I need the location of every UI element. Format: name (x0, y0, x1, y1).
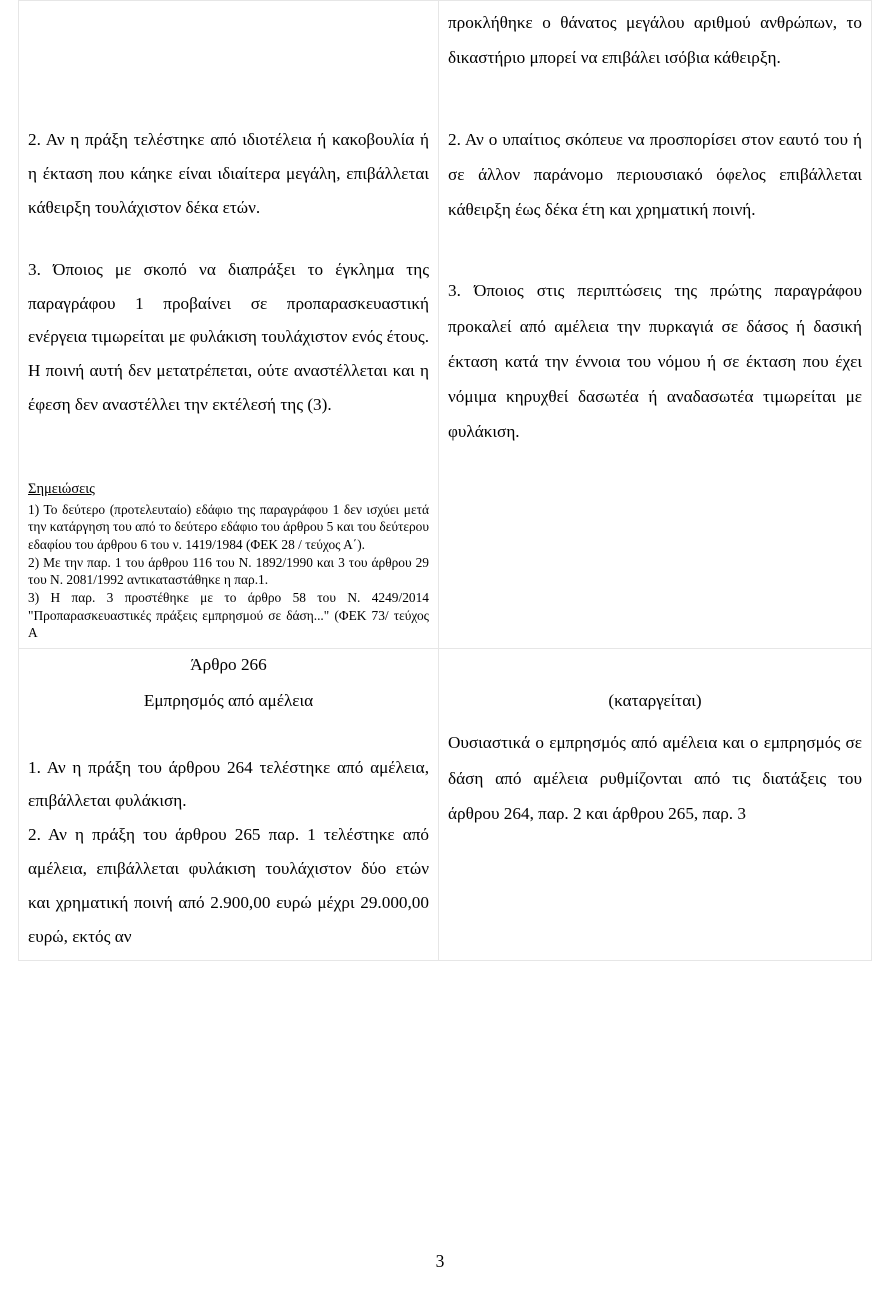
page-number: 3 (435, 1251, 445, 1271)
paragraph-new-3: 3. Όποιος στις περιπτώσεις της πρώτης παραγράφου προκαλεί από αμέλεια την πυρκαγιά σε δάσος ή δασική έκταση κατά την έννοια του νόμου ή σε έκταση που έχει νόμιμα κηρυχθεί δασωτέα ή αναδασωτέα τιμωρείται με φυλάκιση. (448, 281, 862, 442)
repeal-explanation-text: Ουσιαστικά ο εμπρησμός από αμέλεια και ο εμπρησμός σε δάση από αμέλεια ρυθμίζονται από τις διατάξεις του άρθρου 264, παρ. 2 και άρθρου 265, παρ. 3 (448, 733, 862, 823)
footnotes-block (28, 480, 429, 642)
table-row (19, 1, 872, 649)
repealed-status-label: (καταργείται) (608, 691, 702, 711)
footnote-item-3: 3) Η παρ. 3 προστέθηκε με το άρθρο 58 του Ν. 4249/2014 "Προπαρασκευαστικές πράξεις εμπρησμού σε δάση..." (ΦΕΚ 73/ τεύχος Α (28, 590, 429, 641)
footnote-item-2: 2) Με την παρ. 1 του άρθρου 116 του Ν. 1892/1990 και 3 του άρθρου 29 του Ν. 2081/1992 αντικαταστάθηκε η παρ.1. (28, 554, 429, 588)
article-266-body (28, 751, 429, 954)
paragraph-266-2: 2. Αν η πράξη του άρθρου 265 παρ. 1 τελέστηκε από αμέλεια, επιβάλλεται φυλάκιση τουλάχιστον δύο ετών και χρηματική ποινή από 2.900,00 ευρώ μέχρι 29.000,00 ευρώ, εκτός αν (28, 825, 429, 946)
table-cell-new-law (439, 1, 872, 649)
article-number-heading: Άρθρο 266 (190, 655, 267, 675)
table-cell-article-266-repealed (439, 649, 872, 961)
table-cell-current-law (19, 1, 439, 649)
footnotes-heading: Σημειώσεις (28, 481, 95, 497)
table-cell-article-266-current (19, 649, 439, 961)
paragraph-new-2: 2. Αν ο υπαίτιος σκόπευε να προσπορίσει στον εαυτό του ή σε άλλον παράνομο περιουσιακό όφελος επιβάλλεται κάθειρξη έως δέκα έτη και χρηματική ποινή. (448, 129, 862, 220)
paragraph-264-2: 2. Αν η πράξη τελέστηκε από ιδιοτέλεια ή κακοβουλία ή η έκταση που κάηκε είναι ιδιαίτερα μεγάλη, επιβάλλεται κάθειρξη τουλάχιστον δέκα ετών. (28, 130, 429, 217)
footnotes-list (28, 501, 429, 643)
footnote-item-1: 1) Το δεύτερο (προτελευταίο) εδάφιο της παραγράφου 1 δεν ισχύει μετά την κατάργηση του από το δεύτερο εδάφιο του άρθρου 5 και του δεύτερου εδαφίου του άρθρου 6 του ν. 1419/1984 (ΦΕΚ 28 / τεύχος Α΄). (28, 501, 429, 552)
table-row (19, 649, 872, 961)
law-comparison-table (18, 0, 872, 961)
paragraph-266-1: 1. Αν η πράξη του άρθρου 264 τελέστηκε από αμέλεια, επιβάλλεται φυλάκιση. (28, 757, 429, 811)
article-title-heading: Εμπρησμός από αμέλεια (143, 691, 314, 711)
repeal-explanation-body (448, 725, 862, 831)
cell-top-spacer (28, 5, 429, 123)
paragraph-continuation: προκλήθηκε ο θάνατος μεγάλου αριθμού ανθρώπων, το δικαστήριο μπορεί να επιβάλει ισόβια κάθειρξη. (448, 13, 862, 68)
paragraph-264-3: 3. Όποιος με σκοπό να διαπράξει το έγκλημα της παραγράφου 1 προβαίνει σε προπαρασκευαστική ενέργεια τιμωρείται με φυλάκιση τουλάχιστον ενός έτους. Η ποινή αυτή δεν μετατρέπεται, ούτε αναστέλλεται και η έφεση δεν αναστέλλει την εκτέλεσή της (3). (28, 259, 429, 415)
